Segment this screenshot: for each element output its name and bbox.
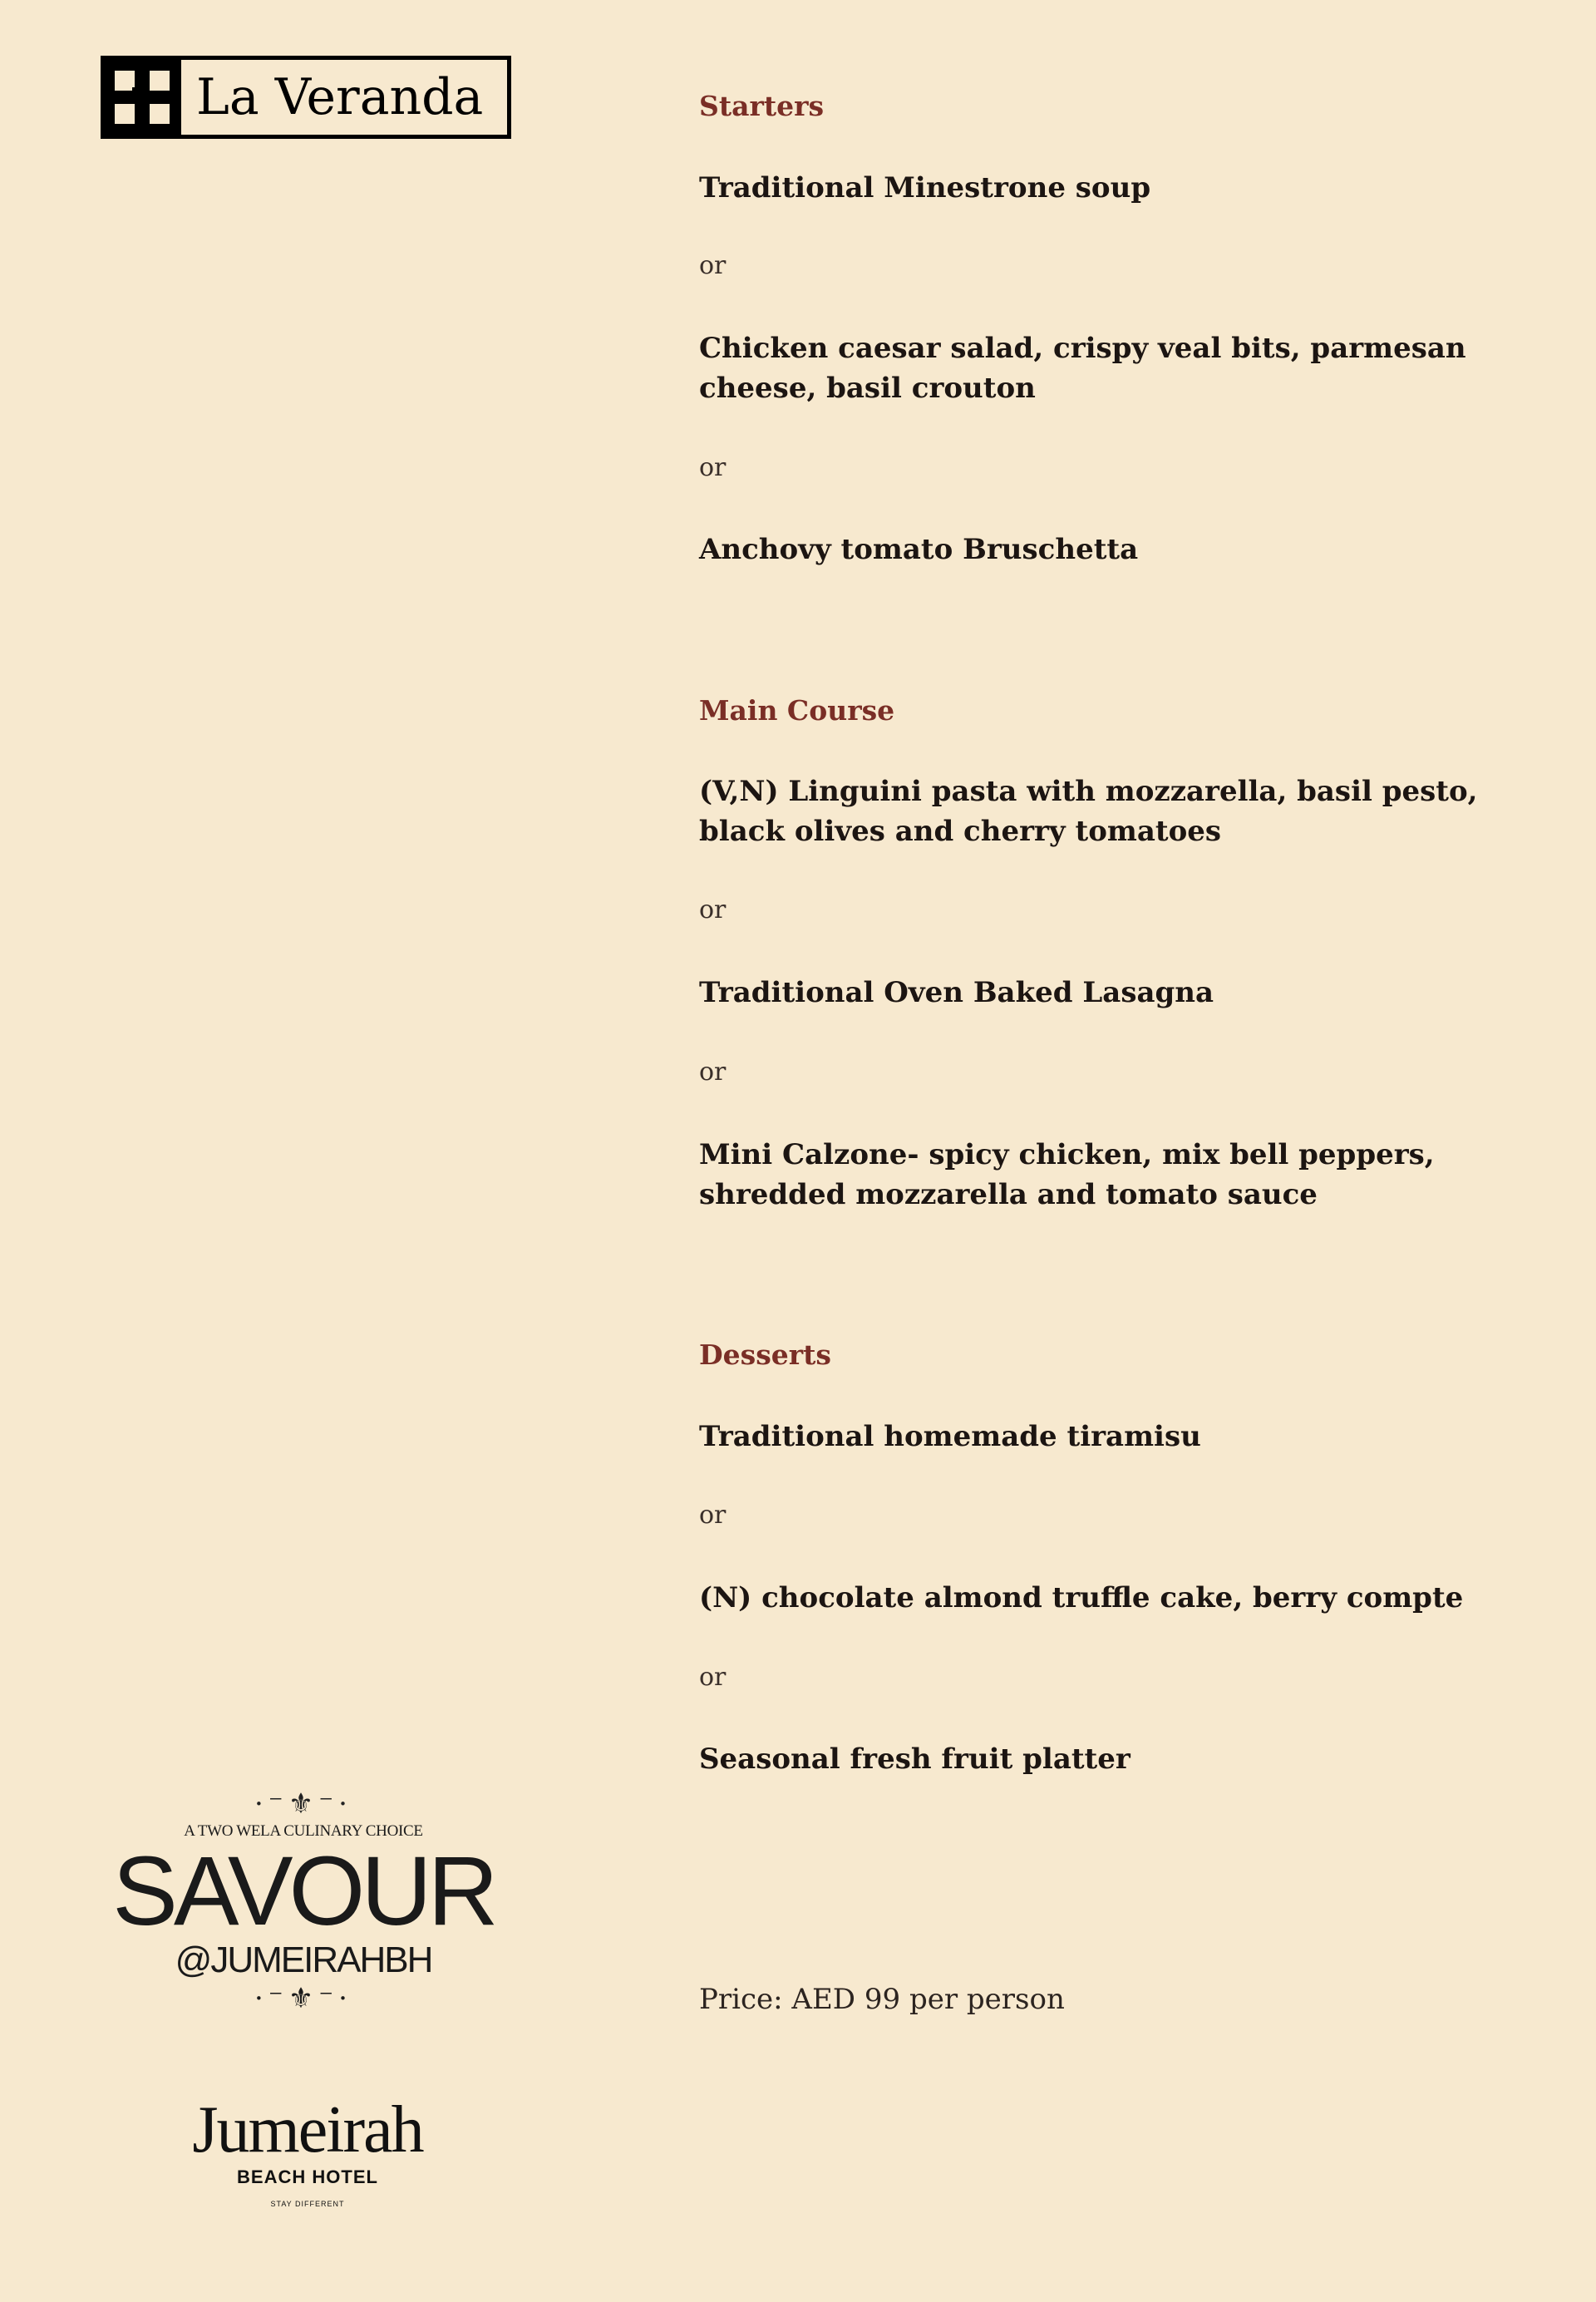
fleur-ornament-icon: ·⁻⚜⁻· <box>254 1982 352 2015</box>
or-separator: or <box>699 1663 727 1692</box>
savour-logo <box>108 1787 499 2015</box>
jumeirah-tagline: STAY DIFFERENT <box>270 2200 345 2208</box>
dish-item: Anchovy tomato Bruschetta <box>699 533 1139 566</box>
la-veranda-logo <box>101 56 511 139</box>
dish-item: Traditional Minestrone soup <box>699 171 1151 205</box>
or-separator: or <box>699 453 727 482</box>
dish-item: Traditional homemade tiramisu <box>699 1420 1201 1453</box>
brand-name: La Veranda <box>196 68 484 126</box>
or-separator: or <box>699 1057 727 1087</box>
jumeirah-subtitle: BEACH HOTEL <box>237 2166 378 2187</box>
dish-item: Chicken caesar salad, crispy veal bits, parmesan cheese, basil crouton <box>699 332 1466 405</box>
or-separator: or <box>699 895 727 924</box>
fleur-ornament-icon: ·⁻⚜⁻· <box>254 1787 352 1821</box>
savour-handle: @JUMEIRAHBH <box>175 1940 432 1980</box>
jumeirah-wordmark: Jumeirah <box>192 2093 423 2166</box>
la-veranda-mark-icon <box>105 60 181 135</box>
section-title-main-course: Main Course <box>699 694 895 727</box>
dish-item: (N) chocolate almond truffle cake, berry compte <box>699 1581 1464 1614</box>
dish-item: Traditional Oven Baked Lasagna <box>699 976 1214 1009</box>
jumeirah-logo <box>166 2095 449 2208</box>
price-text: Price: AED 99 per person <box>699 1983 1065 2016</box>
section-title-desserts: Desserts <box>699 1338 831 1371</box>
dish-item: Mini Calzone- spicy chicken, mix bell peppers, shredded mozzarella and tomato sauce <box>699 1138 1435 1211</box>
savour-wordmark: SAVOUR <box>112 1836 495 1946</box>
section-title-starters: Starters <box>699 90 825 122</box>
or-separator: or <box>699 1501 727 1530</box>
dish-item: Seasonal fresh fruit platter <box>699 1743 1130 1776</box>
dish-item: (V,N) Linguini pasta with mozzarella, basil pesto, black olives and cherry tomatoes <box>699 775 1478 848</box>
savour-tagline: A TWO WELA CULINARY CHOICE <box>184 1822 423 1840</box>
or-separator: or <box>699 251 727 280</box>
left-column <box>0 0 632 2302</box>
